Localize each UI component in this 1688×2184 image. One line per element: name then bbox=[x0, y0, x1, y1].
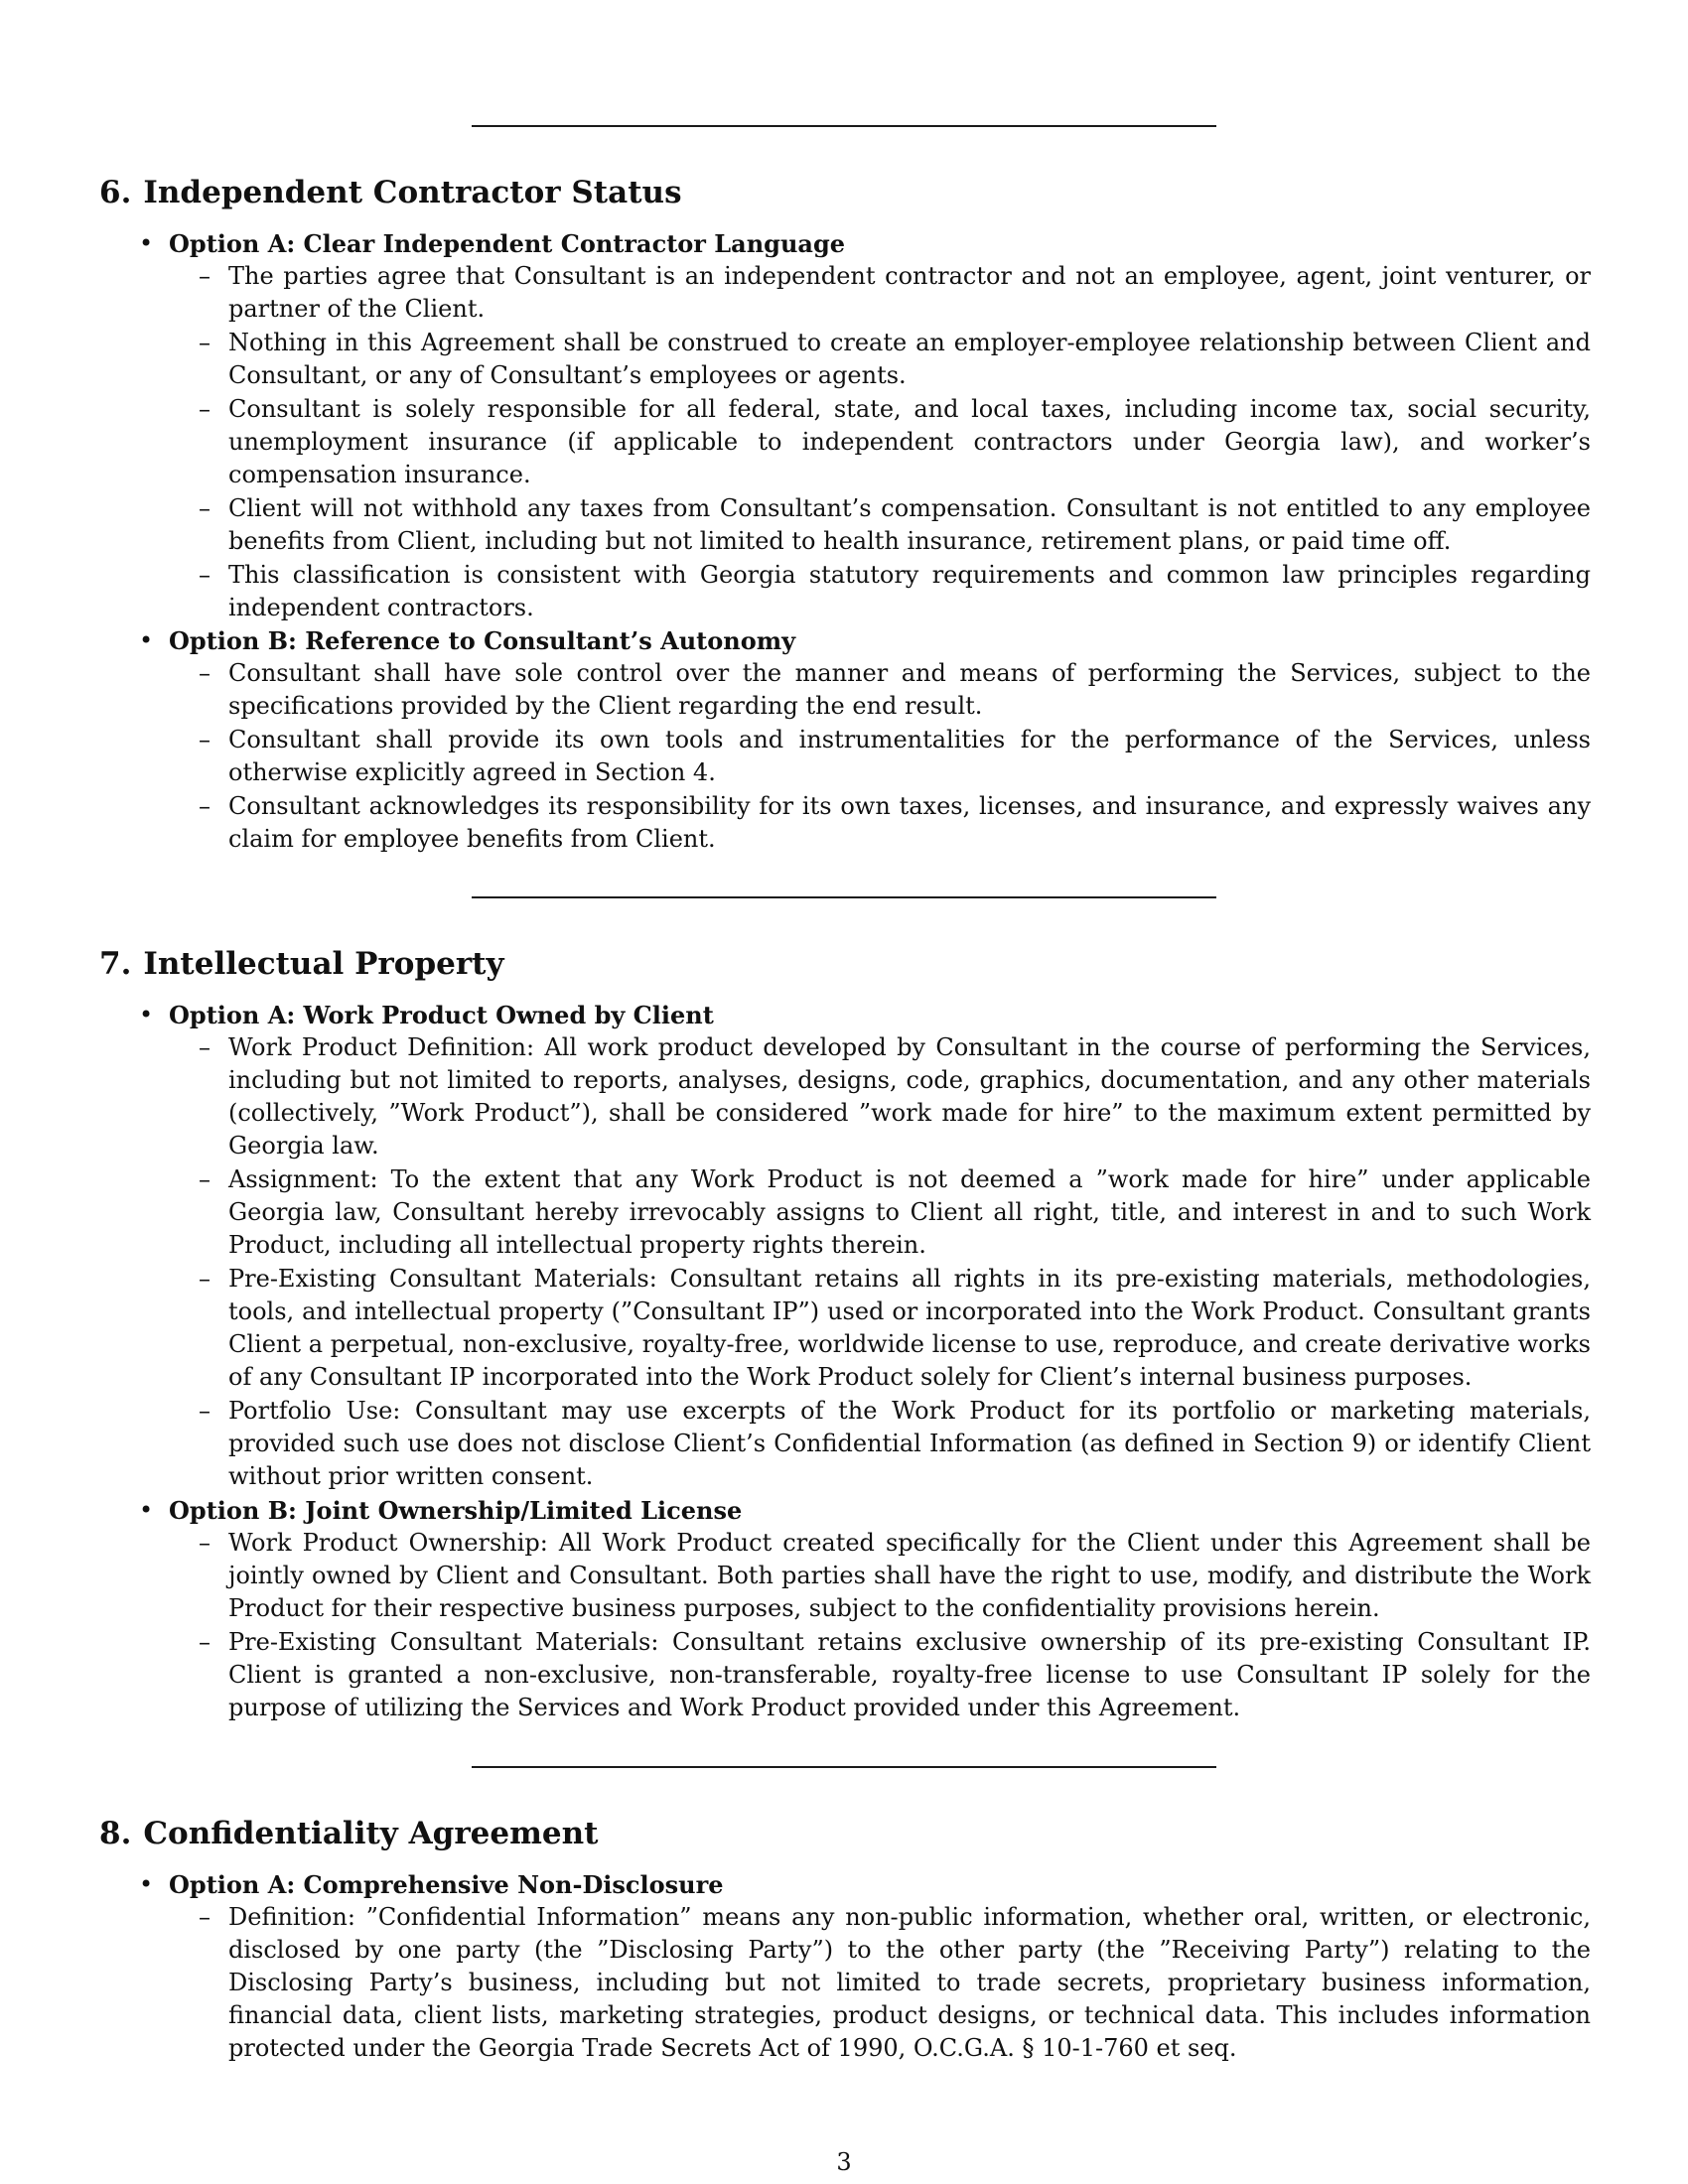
section-heading-independent-contractor bbox=[99, 173, 682, 212]
section-title: Intellectual Property bbox=[143, 946, 504, 982]
list-item: – Client will not withhold any taxes from Consultant’s compensation. Consultant is not entitled to any employee benefits from Client, including but not limited to health insurance, retirement plans, or paid time off. bbox=[228, 492, 1591, 558]
option-heading: • Option B: Reference to Consultant’s Autonomy bbox=[169, 624, 795, 657]
list-item: – Assignment: To the extent that any Work Product is not deemed a ”work made for hire” under applicable Georgia law, Consultant hereby irrevocably assigns to Client all right, title, and interest in and to such Work Product, including all intellectual property rights therein. bbox=[228, 1163, 1591, 1262]
list-item: – Pre-Existing Consultant Materials: Consultant retains all rights in its pre-existing materials, methodologies, tools, and intellectual property (”Consultant IP”) used or incorporated into the Work Product. Consultant grants Client a perpetual, non-exclusive, royalty-free, worldwide license to use, reproduce, and create derivative works of any Consultant IP incorporated into the Work Product solely for Client’s internal business purposes. bbox=[228, 1263, 1591, 1394]
list-item: – Portfolio Use: Consultant may use excerpts of the Work Product for its portfolio or marketing materials, provided such use does not disclose Client’s Confidential Information (as defined in Section 9) or identify Client without prior written consent. bbox=[228, 1395, 1591, 1493]
option-heading: • Option A: Clear Independent Contractor Language bbox=[169, 227, 845, 260]
list-item: – Consultant shall provide its own tools and instrumentalities for the performance of the Services, unless otherwise explicitly agreed in Section 4. bbox=[228, 724, 1591, 789]
section-title: Confidentiality Agreement bbox=[143, 1816, 599, 1851]
list-item: – Pre-Existing Consultant Materials: Consultant retains exclusive ownership of its pre-existing Consultant IP. Client is granted a non-exclusive, non-transferable, royalty-free license to use Consultant IP solely for the purpose of utilizing the Services and Work Product provided under this Agreement. bbox=[228, 1626, 1591, 1724]
section-heading-confidentiality bbox=[99, 1814, 599, 1853]
list-item: – Consultant is solely responsible for all federal, state, and local taxes, including income tax, social security, unemployment insurance (if applicable to independent contractors under Georgia law), and worker’s compensation insurance. bbox=[228, 393, 1591, 491]
option-heading: • Option A: Work Product Owned by Client bbox=[169, 999, 714, 1031]
section-heading-intellectual-property bbox=[99, 944, 504, 984]
section-number: 6. bbox=[99, 175, 132, 210]
list-item: – Work Product Ownership: All Work Product created specifically for the Client under this Agreement shall be jointly owned by Client and Consultant. Both parties shall have the right to use, modify, and distribute the Work Product for their respective business purposes, subject to the confidentiality provisions herein. bbox=[228, 1527, 1591, 1625]
section-divider bbox=[472, 1766, 1216, 1768]
page-number: 3 bbox=[836, 2148, 852, 2176]
section-divider bbox=[472, 896, 1216, 898]
list-item: – The parties agree that Consultant is an independent contractor and not an employee, agent, joint venturer, or partner of the Client. bbox=[228, 260, 1591, 326]
section-number: 8. bbox=[99, 1816, 132, 1851]
section-divider bbox=[472, 125, 1216, 127]
list-item: – Definition: ”Confidential Information” means any non-public information, whether oral, written, or electronic, disclosed by one party (the ”Disclosing Party”) to the other party (the ”Receiving Party”) relating to the Disclosing Party’s business, including but not limited to trade secrets, proprietary business information, financial data, client lists, marketing strategies, product designs, or technical data. This includes information protected under the Georgia Trade Secrets Act of 1990, O.C.G.A. § 10-1-760 et seq. bbox=[228, 1901, 1591, 2065]
section-title: Independent Contractor Status bbox=[143, 175, 682, 210]
list-item: – Nothing in this Agreement shall be construed to create an employer-employee relationship between Client and Consultant, or any of Consultant’s employees or agents. bbox=[228, 327, 1591, 392]
list-item: – Consultant shall have sole control over the manner and means of performing the Services, subject to the specifications provided by the Client regarding the end result. bbox=[228, 657, 1591, 723]
list-item: – Work Product Definition: All work product developed by Consultant in the course of performing the Services, including but not limited to reports, analyses, designs, code, graphics, documentation, and any other materials (collectively, ”Work Product”), shall be considered ”work made for hire” to the maximum extent permitted by Georgia law. bbox=[228, 1031, 1591, 1162]
list-item: – Consultant acknowledges its responsibility for its own taxes, licenses, and insurance, and expressly waives any claim for employee benefits from Client. bbox=[228, 790, 1591, 856]
option-heading: • Option A: Comprehensive Non-Disclosure bbox=[169, 1868, 724, 1901]
section-number: 7. bbox=[99, 946, 132, 982]
list-item: – This classification is consistent with Georgia statutory requirements and common law principles regarding independent contractors. bbox=[228, 559, 1591, 624]
option-heading: • Option B: Joint Ownership/Limited License bbox=[169, 1494, 742, 1527]
